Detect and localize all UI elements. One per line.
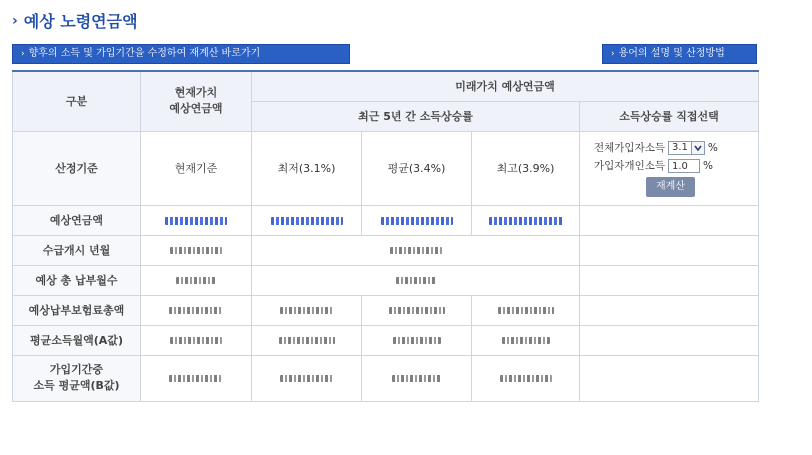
pension-avg bbox=[362, 205, 472, 235]
premium-direct bbox=[580, 295, 759, 325]
start-date-current bbox=[141, 235, 252, 265]
avg-a-current bbox=[141, 325, 252, 355]
chevron-right-icon: › bbox=[21, 49, 25, 59]
start-date-direct bbox=[580, 235, 759, 265]
avg-b-current bbox=[141, 355, 252, 401]
pension-table bbox=[12, 70, 759, 402]
avg-b-max bbox=[472, 355, 580, 401]
row-label-months: 예상 총 납부월수 bbox=[13, 265, 141, 295]
page-title: 예상 노령연금액 bbox=[23, 12, 138, 31]
glossary-button[interactable] bbox=[602, 44, 757, 64]
avg-a-avg bbox=[362, 325, 472, 355]
chevron-right-icon: › bbox=[611, 49, 615, 59]
row-label-avg-income-a: 평균소득월액(A값) bbox=[13, 325, 141, 355]
header-future-value: 미래가치 예상연금액 bbox=[252, 71, 759, 101]
basis-max: 최고(3.9%) bbox=[472, 131, 580, 205]
personal-income-label: 가입자개인소득 bbox=[594, 160, 666, 172]
glossary-label: 용어의 설명 및 산정방법 bbox=[618, 48, 725, 59]
personal-income-input[interactable]: 1.0 bbox=[668, 159, 700, 173]
basis-min: 최저(3.1%) bbox=[252, 131, 362, 205]
avg-b-direct bbox=[580, 355, 759, 401]
recalculate-shortcut-button[interactable] bbox=[12, 44, 350, 64]
months-current bbox=[141, 265, 252, 295]
premium-min bbox=[252, 295, 362, 325]
header-recent-5yr: 최근 5년 간 소득상승률 bbox=[252, 101, 580, 131]
pension-min bbox=[252, 205, 362, 235]
row-label-premium-total: 예상납부보험료총액 bbox=[13, 295, 141, 325]
header-category: 구분 bbox=[13, 71, 141, 131]
total-income-label: 전체가입자소득 bbox=[594, 142, 666, 154]
chevron-down-icon bbox=[691, 142, 704, 154]
avg-a-min bbox=[252, 325, 362, 355]
avg-b-min bbox=[252, 355, 362, 401]
months-future bbox=[252, 265, 580, 295]
avg-b-avg bbox=[362, 355, 472, 401]
header-present-value: 현재가치 예상연금액 bbox=[141, 71, 252, 131]
row-label-basis: 산정기준 bbox=[13, 131, 141, 205]
recalculate-button[interactable]: 재계산 bbox=[646, 177, 695, 197]
page-title-block bbox=[12, 9, 138, 32]
chevron-right-icon: › bbox=[12, 12, 18, 29]
basis-avg: 평균(3.4%) bbox=[362, 131, 472, 205]
percent-sign: % bbox=[703, 160, 713, 172]
start-date-future bbox=[252, 235, 580, 265]
pension-current bbox=[141, 205, 252, 235]
income-rate-controls bbox=[580, 131, 759, 205]
pension-max bbox=[472, 205, 580, 235]
avg-a-max bbox=[472, 325, 580, 355]
total-income-select[interactable]: 3.1 bbox=[668, 141, 705, 155]
premium-current bbox=[141, 295, 252, 325]
premium-avg bbox=[362, 295, 472, 325]
row-label-start-date: 수급개시 년월 bbox=[13, 235, 141, 265]
avg-a-direct bbox=[580, 325, 759, 355]
pension-direct bbox=[580, 205, 759, 235]
premium-max bbox=[472, 295, 580, 325]
row-label-avg-income-b: 가입기간중 소득 평균액(B값) bbox=[13, 355, 141, 401]
percent-sign: % bbox=[707, 142, 718, 154]
months-direct bbox=[580, 265, 759, 295]
basis-current: 현재기준 bbox=[141, 131, 252, 205]
header-direct-select: 소득상승률 직접선택 bbox=[580, 101, 759, 131]
recalculate-shortcut-label: 향후의 소득 및 가입기간을 수정하여 재계산 바로가기 bbox=[28, 48, 261, 59]
row-label-pension: 예상연금액 bbox=[13, 205, 141, 235]
